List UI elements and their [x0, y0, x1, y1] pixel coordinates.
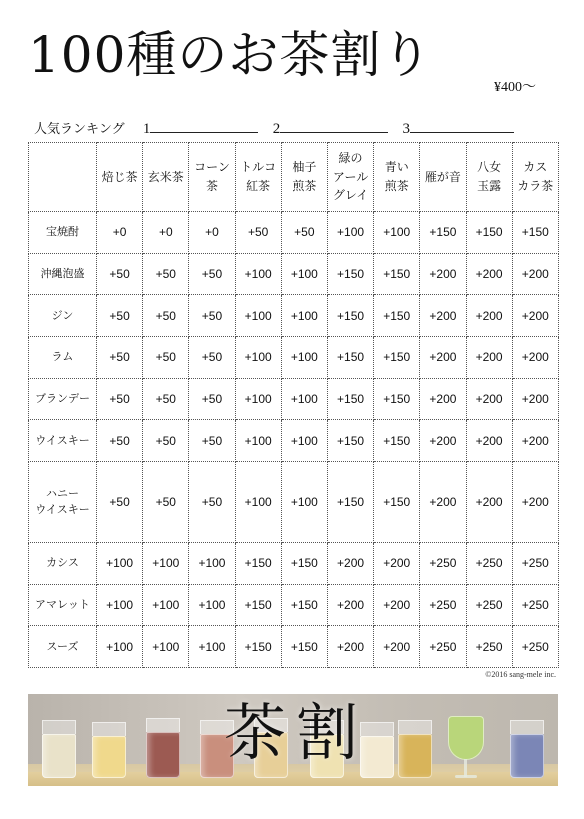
tea-header-line2: 紅茶	[246, 179, 271, 193]
drink-glass	[360, 736, 394, 778]
price-cell: +150	[235, 542, 281, 584]
liquor-name-line1: アマレット	[35, 597, 90, 611]
price-cell: +200	[420, 253, 466, 295]
price-cell: +200	[327, 626, 373, 668]
price-cell: +50	[143, 295, 189, 337]
price-cell: +200	[512, 253, 558, 295]
tea-header-line2: 煎茶	[384, 179, 409, 193]
price-cell: +50	[189, 337, 235, 379]
table-row	[29, 212, 559, 254]
liquor-name	[29, 542, 97, 584]
liquor-name-line1: スーズ	[46, 639, 79, 653]
price-cell: +150	[327, 378, 373, 420]
liquor-name-line1: ウイスキー	[35, 433, 90, 447]
table-row	[29, 626, 559, 668]
tea-header-3	[189, 143, 235, 212]
liquor-name	[29, 378, 97, 420]
price-cell: +200	[466, 295, 512, 337]
liquor-name	[29, 462, 97, 543]
price-cell: +150	[281, 542, 327, 584]
tea-header-5	[281, 143, 327, 212]
price-cell: +200	[420, 295, 466, 337]
liquor-name-line1: ブランデー	[35, 392, 90, 406]
price-cell: +100	[281, 378, 327, 420]
price-cell: +250	[466, 626, 512, 668]
table-row	[29, 420, 559, 462]
tea-header-line2: 煎茶	[292, 179, 317, 193]
price-cell: +0	[97, 212, 143, 254]
price-cell: +150	[374, 420, 420, 462]
price-cell: +150	[466, 212, 512, 254]
price-cell: +200	[512, 337, 558, 379]
price-cell: +150	[374, 253, 420, 295]
tea-header-line2: アール	[332, 169, 369, 184]
table-row	[29, 542, 559, 584]
price-cell: +200	[420, 378, 466, 420]
price-table	[28, 142, 559, 668]
price-cell: +250	[420, 626, 466, 668]
price-cell: +200	[512, 295, 558, 337]
price-cell: +200	[512, 462, 558, 543]
price-cell: +250	[466, 584, 512, 626]
ranking-slot-1-number: 1	[142, 121, 151, 137]
tea-header-line1: 焙じ茶	[101, 169, 138, 184]
price-cell: +150	[235, 626, 281, 668]
price-cell: +50	[143, 462, 189, 543]
price-label: ¥400〜	[494, 80, 536, 95]
tea-header-line1: 玄米茶	[147, 169, 184, 184]
tea-header-4	[235, 143, 281, 212]
price-cell: +200	[420, 420, 466, 462]
tea-header-line1: 緑の	[338, 151, 363, 166]
liquor-name-line1: ジン	[51, 308, 74, 322]
price-cell: +100	[97, 542, 143, 584]
price-cell: +150	[281, 584, 327, 626]
table-row	[29, 462, 559, 543]
price-cell: +100	[235, 462, 281, 543]
banner-photo	[28, 694, 558, 786]
price-cell: +150	[374, 337, 420, 379]
price-cell: +250	[420, 584, 466, 626]
popularity-ranking	[34, 118, 514, 138]
table-body	[29, 212, 559, 668]
liquor-name	[29, 295, 97, 337]
price-cell: +150	[512, 212, 558, 254]
drink-glass	[510, 734, 544, 778]
price-cell: +50	[97, 378, 143, 420]
price-cell: +150	[327, 462, 373, 543]
price-cell: +200	[374, 626, 420, 668]
tea-header-line1: 八女	[477, 160, 502, 175]
liquor-name	[29, 420, 97, 462]
price-cell: +200	[466, 253, 512, 295]
price-cell: +50	[189, 462, 235, 543]
price-cell: +50	[189, 378, 235, 420]
tea-header-line1: カス	[523, 160, 548, 175]
price-cell: +100	[189, 584, 235, 626]
drink-glass	[42, 734, 76, 778]
price-cell: +100	[235, 253, 281, 295]
liquor-name	[29, 584, 97, 626]
price-cell: +200	[466, 462, 512, 543]
tea-header-line1: 雁が音	[424, 169, 461, 184]
price-cell: +50	[97, 337, 143, 379]
drink-glass	[92, 736, 126, 778]
price-cell: +100	[235, 378, 281, 420]
wine-glass-foot	[455, 775, 477, 778]
price-cell: +150	[281, 626, 327, 668]
price-cell: +150	[235, 584, 281, 626]
table-corner-cell	[29, 143, 97, 212]
price-cell: +50	[189, 253, 235, 295]
price-cell: +150	[327, 295, 373, 337]
price-cell: +100	[143, 584, 189, 626]
tea-header-line3: グレイ	[332, 188, 369, 203]
price-cell: +100	[143, 542, 189, 584]
price-cell: +50	[143, 253, 189, 295]
liquor-name	[29, 212, 97, 254]
price-cell: +100	[327, 212, 373, 254]
liquor-name-line1: ラム	[51, 350, 74, 364]
price-cell: +0	[143, 212, 189, 254]
tea-header-7	[374, 143, 420, 212]
table-row	[29, 253, 559, 295]
price-cell: +200	[327, 542, 373, 584]
liquor-name-line1: 宝焼酎	[46, 225, 79, 239]
tea-header-line1: 青い	[384, 160, 409, 175]
tea-header-6	[327, 143, 373, 212]
tea-header-line1: 柚子	[292, 160, 317, 175]
banner-kanji-cha: 茶	[224, 696, 287, 769]
page-title: 100種のお茶割り	[28, 26, 433, 84]
price-cell: +200	[466, 420, 512, 462]
price-cell: +100	[374, 212, 420, 254]
table-row	[29, 378, 559, 420]
table-row	[29, 584, 559, 626]
price-cell: +200	[512, 378, 558, 420]
price-cell: +200	[327, 584, 373, 626]
price-cell: +150	[420, 212, 466, 254]
price-cell: +100	[235, 420, 281, 462]
price-cell: +250	[512, 584, 558, 626]
liquor-name	[29, 337, 97, 379]
liquor-name-line2: ウイスキー	[35, 502, 90, 516]
ranking-label: 人気ランキング	[34, 122, 125, 137]
price-cell: +100	[281, 295, 327, 337]
tea-header-1	[97, 143, 143, 212]
price-cell: +150	[374, 295, 420, 337]
price-cell: +50	[97, 295, 143, 337]
price-cell: +50	[97, 462, 143, 543]
tea-header-2	[143, 143, 189, 212]
price-cell: +100	[97, 626, 143, 668]
price-cell: +200	[466, 337, 512, 379]
price-cell: +50	[97, 253, 143, 295]
price-cell: +250	[512, 626, 558, 668]
price-cell: +250	[512, 542, 558, 584]
price-cell: +50	[189, 420, 235, 462]
price-cell: +150	[374, 462, 420, 543]
liquor-name-line1: カシス	[46, 556, 79, 570]
ranking-slot-3-number: 3	[402, 121, 410, 137]
price-cell: +150	[327, 337, 373, 379]
price-cell: +100	[235, 337, 281, 379]
price-cell: +100	[281, 462, 327, 543]
price-cell: +200	[420, 462, 466, 543]
table-row	[29, 295, 559, 337]
tea-header-line1: トルコ	[240, 160, 277, 175]
wine-glass-drink	[448, 716, 484, 760]
price-cell: +200	[512, 420, 558, 462]
table-header-row	[29, 143, 559, 212]
price-cell: +200	[374, 542, 420, 584]
liquor-name	[29, 626, 97, 668]
price-cell: +50	[281, 212, 327, 254]
price-cell: +250	[466, 542, 512, 584]
tea-header-line2: カラ茶	[517, 179, 554, 193]
ranking-slot-2-blank[interactable]	[280, 120, 388, 133]
price-cell: +250	[420, 542, 466, 584]
table-row	[29, 337, 559, 379]
tea-header-line2: 玉露	[477, 179, 502, 193]
price-cell: +50	[189, 295, 235, 337]
drink-glass	[146, 732, 180, 778]
banner-kanji-wari: 割	[296, 696, 359, 769]
liquor-name-line1: 沖縄泡盛	[40, 267, 85, 281]
tea-header-10	[512, 143, 558, 212]
price-cell: +150	[327, 253, 373, 295]
price-cell: +50	[97, 420, 143, 462]
price-cell: +50	[235, 212, 281, 254]
tea-header-8	[420, 143, 466, 212]
price-cell: +100	[189, 542, 235, 584]
price-cell: +100	[235, 295, 281, 337]
price-cell: +150	[374, 378, 420, 420]
price-cell: +100	[281, 420, 327, 462]
tea-header-line1: コーン	[194, 160, 230, 175]
copyright-text: ©2016 sang-mele inc.	[485, 670, 556, 679]
ranking-slot-2-number: 2	[272, 121, 281, 137]
price-cell: +0	[189, 212, 235, 254]
ranking-slot-1-blank[interactable]	[150, 120, 258, 133]
tea-header-line2: 茶	[205, 179, 218, 193]
price-cell: +100	[97, 584, 143, 626]
price-cell: +200	[420, 337, 466, 379]
price-cell: +100	[281, 253, 327, 295]
price-cell: +100	[189, 626, 235, 668]
price-cell: +200	[374, 584, 420, 626]
drink-glass	[398, 734, 432, 778]
ranking-slot-3-blank[interactable]	[410, 120, 514, 133]
price-cell: +100	[281, 337, 327, 379]
liquor-name-line1: ハニー	[46, 487, 79, 501]
tea-header-9	[466, 143, 512, 212]
price-cell: +200	[466, 378, 512, 420]
price-cell: +150	[327, 420, 373, 462]
price-cell: +50	[143, 420, 189, 462]
price-cell: +50	[143, 378, 189, 420]
price-cell: +50	[143, 337, 189, 379]
price-cell: +100	[143, 626, 189, 668]
liquor-name	[29, 253, 97, 295]
